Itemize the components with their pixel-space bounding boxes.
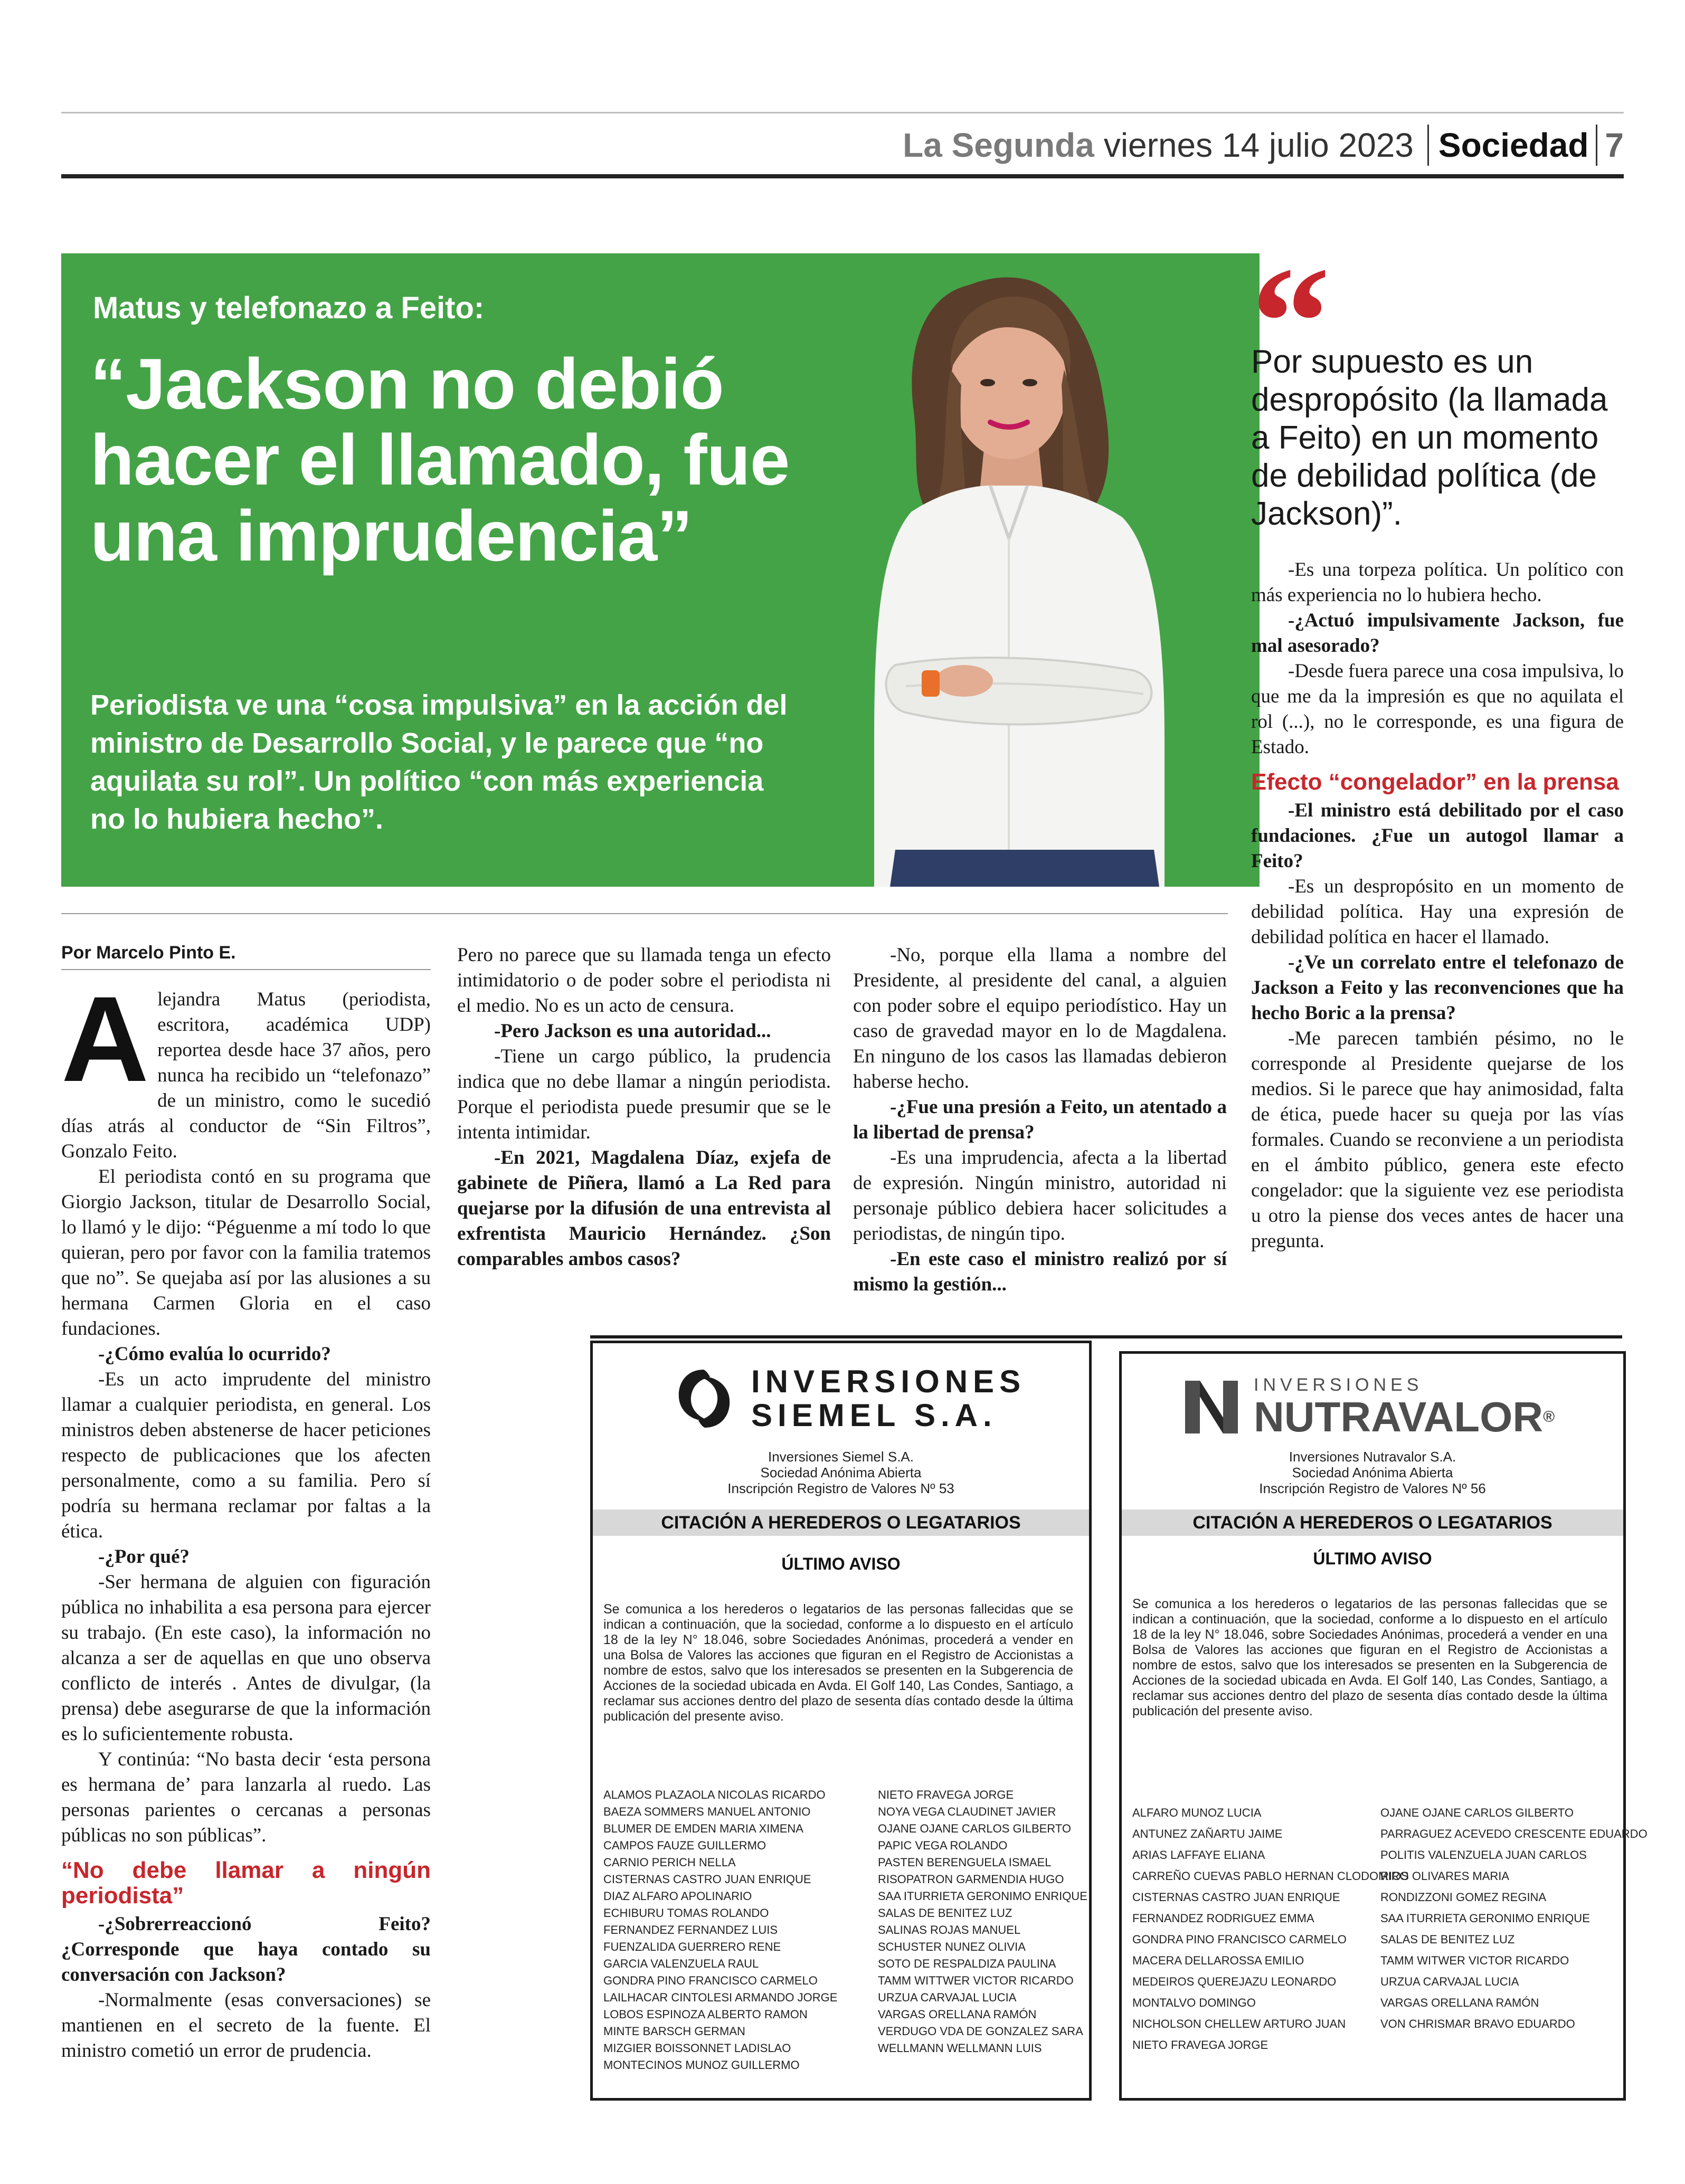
column-content [1251, 557, 1624, 1254]
article-column-4 [1251, 557, 1624, 1254]
header-top-rule [61, 112, 1624, 113]
nutravalor-logo-line2: NUTRAVALOR [1254, 1393, 1544, 1440]
siemel-logo-line2: SIEMEL S.A. [751, 1398, 997, 1433]
heir-name: VARGAS ORELLANA RAMÓN [878, 2008, 1037, 2021]
article-paragraph: -Ser hermana de alguien con figuración pública no inhabilita a esa persona para ejercer su trabajo. (En este caso), la información no alcanza a ser de aquellas en que uno observa conflicto de interés . Antes de divulgar, (la prensa) debe asegurarse de que la información es lo suficientemente robusta. [61, 1571, 431, 1745]
column-content [457, 943, 831, 1272]
section-name: Sociedad [1438, 126, 1589, 164]
heir-name: GONDRA PINO FRANCISCO CARMELO [603, 1974, 818, 1987]
heir-name: NIETO FRAVEGA JORGE [1132, 2038, 1269, 2052]
heir-name: NIETO FRAVEGA JORGE [878, 1788, 1014, 1801]
siemel-logo-line1: INVERSIONES [751, 1364, 1026, 1399]
heir-name: RONDIZZONI GOMEZ REGINA [1380, 1891, 1547, 1904]
heir-name: ARIAS LAFFAYE ELIANA [1132, 1848, 1265, 1862]
legal-line: Inversiones Nutravalor S.A. [1289, 1449, 1456, 1465]
heir-name: POLITIS VALENZUELA JUAN CARLOS [1380, 1848, 1587, 1862]
heir-name: CARNIO PERICH NELLA [603, 1856, 736, 1869]
heir-name: FUENZALIDA GUERRERO RENE [603, 1940, 781, 1953]
heir-name: RISOPATRON GARMENDIA HUGO [878, 1873, 1064, 1886]
siemel-names-right [878, 1787, 1087, 2057]
siemel-legal [593, 1449, 1089, 1496]
interview-question: -¿Fue una presión a Feito, un atentado a la libertad de prensa? [853, 1096, 1227, 1143]
deck: Periodista ve una “cosa impulsiva” en la acción del ministro de Desarrollo Social, y le parece que “no aquilata su rol”. Un político “con más experiencia no lo hubiera hecho”. [90, 689, 788, 835]
article-paragraph: -Es un despropósito en un momento de debilidad política. Hay una expresión de debilidad política en hacer el llamado. [1251, 876, 1624, 948]
heir-name: GONDRA PINO FRANCISCO CARMELO [1132, 1933, 1347, 1946]
heir-name: MONTECINOS MUNOZ GUILLERMO [603, 2058, 800, 2072]
ad-siemel [590, 1341, 1092, 2101]
heir-name: MINTE BARSCH GERMAN [603, 2025, 745, 2038]
article-column-3 [853, 943, 1227, 1297]
article-column-1 [61, 971, 431, 2064]
article-subhead: “No debe llamar a ningún periodista” [61, 1857, 431, 1908]
registered-mark: ® [1543, 1408, 1555, 1426]
column-content [61, 971, 431, 2064]
heir-name: ANTUNEZ ZAÑARTU JAIME [1132, 1827, 1283, 1840]
pull-quote: Por supuesto es un despropósito (la llamada a Feito) en un momento de debilidad política (de Jackson)”. [1251, 344, 1608, 532]
heir-name: URZUA CARVAJAL LUCIA [1380, 1975, 1519, 1988]
legal-line: Sociedad Anónima Abierta [1292, 1465, 1453, 1480]
heir-name: NICHOLSON CHELLEW ARTURO JUAN [1132, 2017, 1346, 2030]
heir-name: VERDUGO VDA DE GONZALEZ SARA [878, 2025, 1083, 2038]
header-separator [1596, 125, 1597, 166]
interview-question: -En este caso el ministro realizó por sí mismo la gestión... [853, 1248, 1227, 1295]
heir-name: TAMM WITWER VICTOR RICARDO [1380, 1954, 1569, 1967]
heir-name: VON CHRISMAR BRAVO EDUARDO [1380, 2017, 1575, 2030]
article-paragraph: -Me parecen también pésimo, no le corresponde al Presidente quejarse de los medios. Si le parece que hay animosidad, falta de ética, puede hacer su queja por las vías formales. Cuando se reconviene a un periodista en el ámbito público, genera este efecto congelador: que la siguiente vez ese periodista u otro la piense dos veces antes de hacer una pregunta. [1251, 1028, 1624, 1252]
heir-name: RIOS OLIVARES MARIA [1380, 1869, 1510, 1883]
heir-name: URZUA CARVAJAL LUCIA [878, 1991, 1017, 2004]
nutravalor-legal [1122, 1449, 1623, 1496]
heir-name: WELLMANN WELLMANN LUIS [878, 2041, 1042, 2055]
drop-cap: A [61, 971, 149, 1107]
publication-name: La Segunda [903, 126, 1094, 164]
heir-name: SALINAS ROJAS MANUEL [878, 1923, 1021, 1936]
nutravalor-subtitle: ÚLTIMO AVISO [1313, 1549, 1432, 1568]
header-bottom-rule [61, 174, 1624, 178]
heir-name: BLUMER DE EMDEN MARIA XIMENA [603, 1822, 803, 1835]
heir-name: DIAZ ALFARO APOLINARIO [603, 1889, 752, 1903]
heir-name: CISTERNAS CASTRO JUAN ENRIQUE [603, 1873, 811, 1886]
page-header [61, 116, 1624, 174]
nutravalor-logo-line1: INVERSIONES [1254, 1375, 1423, 1395]
heir-name: MIZGIER BOISSONNET LADISLAO [603, 2041, 791, 2055]
heir-name: ALAMOS PLAZAOLA NICOLAS RICARDO [603, 1788, 826, 1801]
heir-name: MEDEIROS QUEREJAZU LEONARDO [1132, 1975, 1337, 1988]
article-paragraph: -Es un acto imprudente del ministro llamar a cualquier periodista, en general. Los ministros deben abstenerse de hacer peticiones respecto de publicaciones que los afecten personalmente, como a su familia. Pero sí podría su hermana reclamar por faltas a la ética. [61, 1369, 431, 1542]
heir-name: PASTEN BERENGUELA ISMAEL [878, 1856, 1052, 1869]
interview-question: -¿Ve un correlato entre el telefonazo de Jackson a Feito y las reconvenciones que ha hecho Boric a la prensa? [1251, 952, 1624, 1024]
article-paragraph: lejandra Matus (periodista, escritora, académica UDP) reportea desde hace 37 años, pero nunca ha recibido un “telefonazo” de un ministro, como le sucedió días atrás al conductor de “Sin Filtros”, Gonzalo Feito. [61, 989, 431, 1162]
nutravalor-names-right [1380, 1802, 1648, 2035]
header-separator [1427, 125, 1429, 166]
heir-name: SCHUSTER NUNEZ OLIVIA [878, 1940, 1026, 1953]
siemel-names-left [603, 1787, 837, 2074]
heir-name: TAMM WITTWER VICTOR RICARDO [878, 1974, 1074, 1987]
heir-name: SAA ITURRIETA GERONIMO ENRIQUE [878, 1889, 1087, 1903]
page-number: 7 [1605, 126, 1624, 164]
kicker: Matus y telefonazo a Feito: [93, 291, 485, 325]
heir-name: PARRAGUEZ ACEVEDO CRESCENTE EDUARDO [1380, 1827, 1648, 1840]
article-paragraph: -Tiene un cargo público, la prudencia indica que no debe llamar a ningún periodista. Porque el periodista puede presumir que se le intenta intimidar. [457, 1046, 831, 1143]
article-column-2 [457, 943, 831, 1272]
heir-name: OJANE OJANE CARLOS GILBERTO [1380, 1806, 1574, 1819]
siemel-logo [672, 1364, 1026, 1433]
article-paragraph: Pero no parece que su llamada tenga un efecto intimidatorio o de poder sobre el periodista ni el medio. No es un acto de censura. [457, 944, 831, 1017]
headline-banner [61, 253, 1260, 887]
heir-name: MONTALVO DOMINGO [1132, 1996, 1256, 2009]
legal-line: Inscripción Registro de Valores Nº 56 [1259, 1480, 1486, 1496]
byline: Por Marcelo Pinto E. [61, 943, 236, 963]
heir-name: CAMPOS FAUZE GUILLERMO [603, 1839, 766, 1852]
issue-date: viernes 14 julio 2023 [1103, 126, 1414, 164]
interview-question: -¿Actuó impulsivamente Jackson, fue mal asesorado? [1251, 610, 1624, 657]
swirl-logo-icon [672, 1364, 735, 1433]
ads-top-rule [590, 1335, 1622, 1338]
interview-question: -El ministro está debilitado por el caso fundaciones. ¿Fue un autogol llamar a Feito? [1251, 800, 1624, 872]
quote-mark: “ [1251, 234, 1330, 410]
heir-name: SOTO DE RESPALDIZA PAULINA [878, 1957, 1056, 1970]
section-rule [61, 913, 1228, 914]
nutravalor-logo [1180, 1375, 1555, 1439]
heir-name: NOYA VEGA CLAUDINET JAVIER [878, 1805, 1056, 1818]
siemel-title: CITACIÓN A HEREDEROS O LEGATARIOS [593, 1509, 1089, 1536]
heir-name: BAEZA SOMMERS MANUEL ANTONIO [603, 1805, 811, 1818]
nutravalor-title: CITACIÓN A HEREDEROS O LEGATARIOS [1122, 1509, 1623, 1536]
heir-name: OJANE OJANE CARLOS GILBERTO [878, 1822, 1071, 1835]
legal-line: Sociedad Anónima Abierta [760, 1465, 922, 1480]
heir-name: CISTERNAS CASTRO JUAN ENRIQUE [1132, 1891, 1340, 1904]
heir-name: GARCIA VALENZUELA RAUL [603, 1957, 759, 1970]
heir-name: ECHIBURU TOMAS ROLANDO [603, 1906, 769, 1920]
headline: “Jackson no debió hacer el llamado, fue una imprudencia” [90, 344, 790, 576]
portrait-photo [816, 264, 1238, 887]
article-paragraph: Y continúa: “No basta decir ‘esta persona es hermana de’ para lanzarla al ruedo. Las personas parientes o cercanas a personas públicas no son públicas”. [61, 1749, 431, 1846]
heir-name: ALFARO MUNOZ LUCIA [1132, 1806, 1262, 1819]
article-subhead: Efecto “congelador” en la prensa [1251, 769, 1619, 795]
article-paragraph: -Es una torpeza política. Un político con más experiencia no lo hubiera hecho. [1251, 559, 1624, 606]
interview-question: -¿Sobrerreaccionó Feito? ¿Corresponde que haya contado su conversación con Jackson? [61, 1913, 431, 1986]
siemel-subtitle: ÚLTIMO AVISO [781, 1554, 901, 1573]
heir-name: LOBOS ESPINOZA ALBERTO RAMON [603, 2008, 808, 2021]
heir-name: LAILHACAR CINTOLESI ARMANDO JORGE [603, 1991, 838, 2004]
heir-name: PAPIC VEGA ROLANDO [878, 1839, 1008, 1852]
heir-name: MACERA DELLAROSSA EMILIO [1132, 1954, 1304, 1967]
heir-name: VARGAS ORELLANA RAMÓN [1380, 1996, 1539, 2009]
heir-name: FERNANDEZ FERNANDEZ LUIS [603, 1923, 778, 1936]
article-paragraph: -Desde fuera parece una cosa impulsiva, lo que me da la impresión es que no aquilata el rol (...), no le corresponde, es una figura de Estado. [1251, 660, 1624, 758]
article-paragraph: -No, porque ella llama a nombre del Presidente, al presidente del canal, a alguien con poder sobre el equipo periodístico. Hay un caso de gravedad mayor en lo de Magdalena. En ninguno de los casos las llamadas debieron haberse hecho. [853, 944, 1227, 1093]
heir-name: SALAS DE BENITEZ LUZ [878, 1906, 1012, 1920]
interview-question: -En 2021, Magdalena Díaz, exjefa de gabinete de Piñera, llamó a La Red para quejarse por la difusión de una entrevista al exfrentista Mauricio Hernández. ¿Son comparables ambos casos? [457, 1147, 831, 1270]
nutravalor-names-left [1132, 1802, 1409, 2056]
article-paragraph: El periodista contó en su programa que Giorgio Jackson, titular de Desarrollo Social, lo llamó y le dijo: “Péguenme a mí todo lo que quieran, pero por favor con la familia tratemos que no”. Se quejaba así por las alusiones a su hermana Carmen Gloria en el caso fundaciones. [61, 1166, 431, 1340]
legal-line: Inscripción Registro de Valores Nº 53 [727, 1480, 954, 1496]
n-logo-icon [1180, 1375, 1243, 1439]
heir-name: SAA ITURRIETA GERONIMO ENRIQUE [1380, 1912, 1590, 1925]
interview-question: -¿Cómo evalúa lo ocurrido? [98, 1343, 331, 1365]
article-paragraph: -Es una imprudencia, afecta a la libertad de expresión. Ningún ministro, autoridad ni personaje público debiera hacer solicitudes a periodistas, de ningún tipo. [853, 1147, 1227, 1245]
column-content [853, 943, 1227, 1297]
heir-name: FERNANDEZ RODRIGUEZ EMMA [1132, 1912, 1314, 1925]
nutravalor-notice-text: Se comunica a los herederos o legatarios de las personas fallecidas que se indican a continuación, que la sociedad, conforme a lo dispuesto en el artículo 18 de la ley N° 18.046, sobre Sociedades Anónimas, procederá a vender en una Bolsa de Valores las acciones que figuran en el Registro de Accionistas a nombre de estos, salvo que los interesados se presenten en la Subgerencia de Acciones de la sociedad ubicada en Avda. El Golf 140, Las Condes, Santiago, a reclamar sus acciones dentro del plazo de sesenta días contado desde la última publicación del presente aviso. [1132, 1597, 1607, 1718]
byline-rule [61, 969, 431, 970]
heir-name: SALAS DE BENITEZ LUZ [1380, 1933, 1515, 1946]
heir-name: CARREÑO CUEVAS PABLO HERNAN CLODOMIRO [1132, 1869, 1409, 1883]
ad-nutravalor [1119, 1351, 1648, 2101]
siemel-notice-text: Se comunica a los herederos o legatarios de las personas fallecidas que se indican a continuación, que la sociedad, conforme a lo dispuesto en el artículo 18 de la ley N° 18.046, sobre Sociedades Anónimas, procederá a vender en una Bolsa de Valores las acciones que figuran en el Registro de Accionistas a nombre de estos, salvo que los interesados se presenten en la Subgerencia de Acciones de la sociedad ubicada en Avda. El Golf 140, Las Condes, Santiago, a reclamar sus acciones dentro del plazo de sesenta días contado desde la última publicación del presente aviso. [603, 1602, 1073, 1724]
article-paragraph: -Normalmente (esas conversaciones) se mantienen en el secreto de la fuente. El ministro cometió un error de prudencia. [61, 1989, 431, 2062]
legal-line: Inversiones Siemel S.A. [768, 1449, 914, 1465]
interview-question: -Pero Jackson es una autoridad... [494, 1020, 771, 1042]
interview-question: -¿Por qué? [98, 1546, 190, 1568]
